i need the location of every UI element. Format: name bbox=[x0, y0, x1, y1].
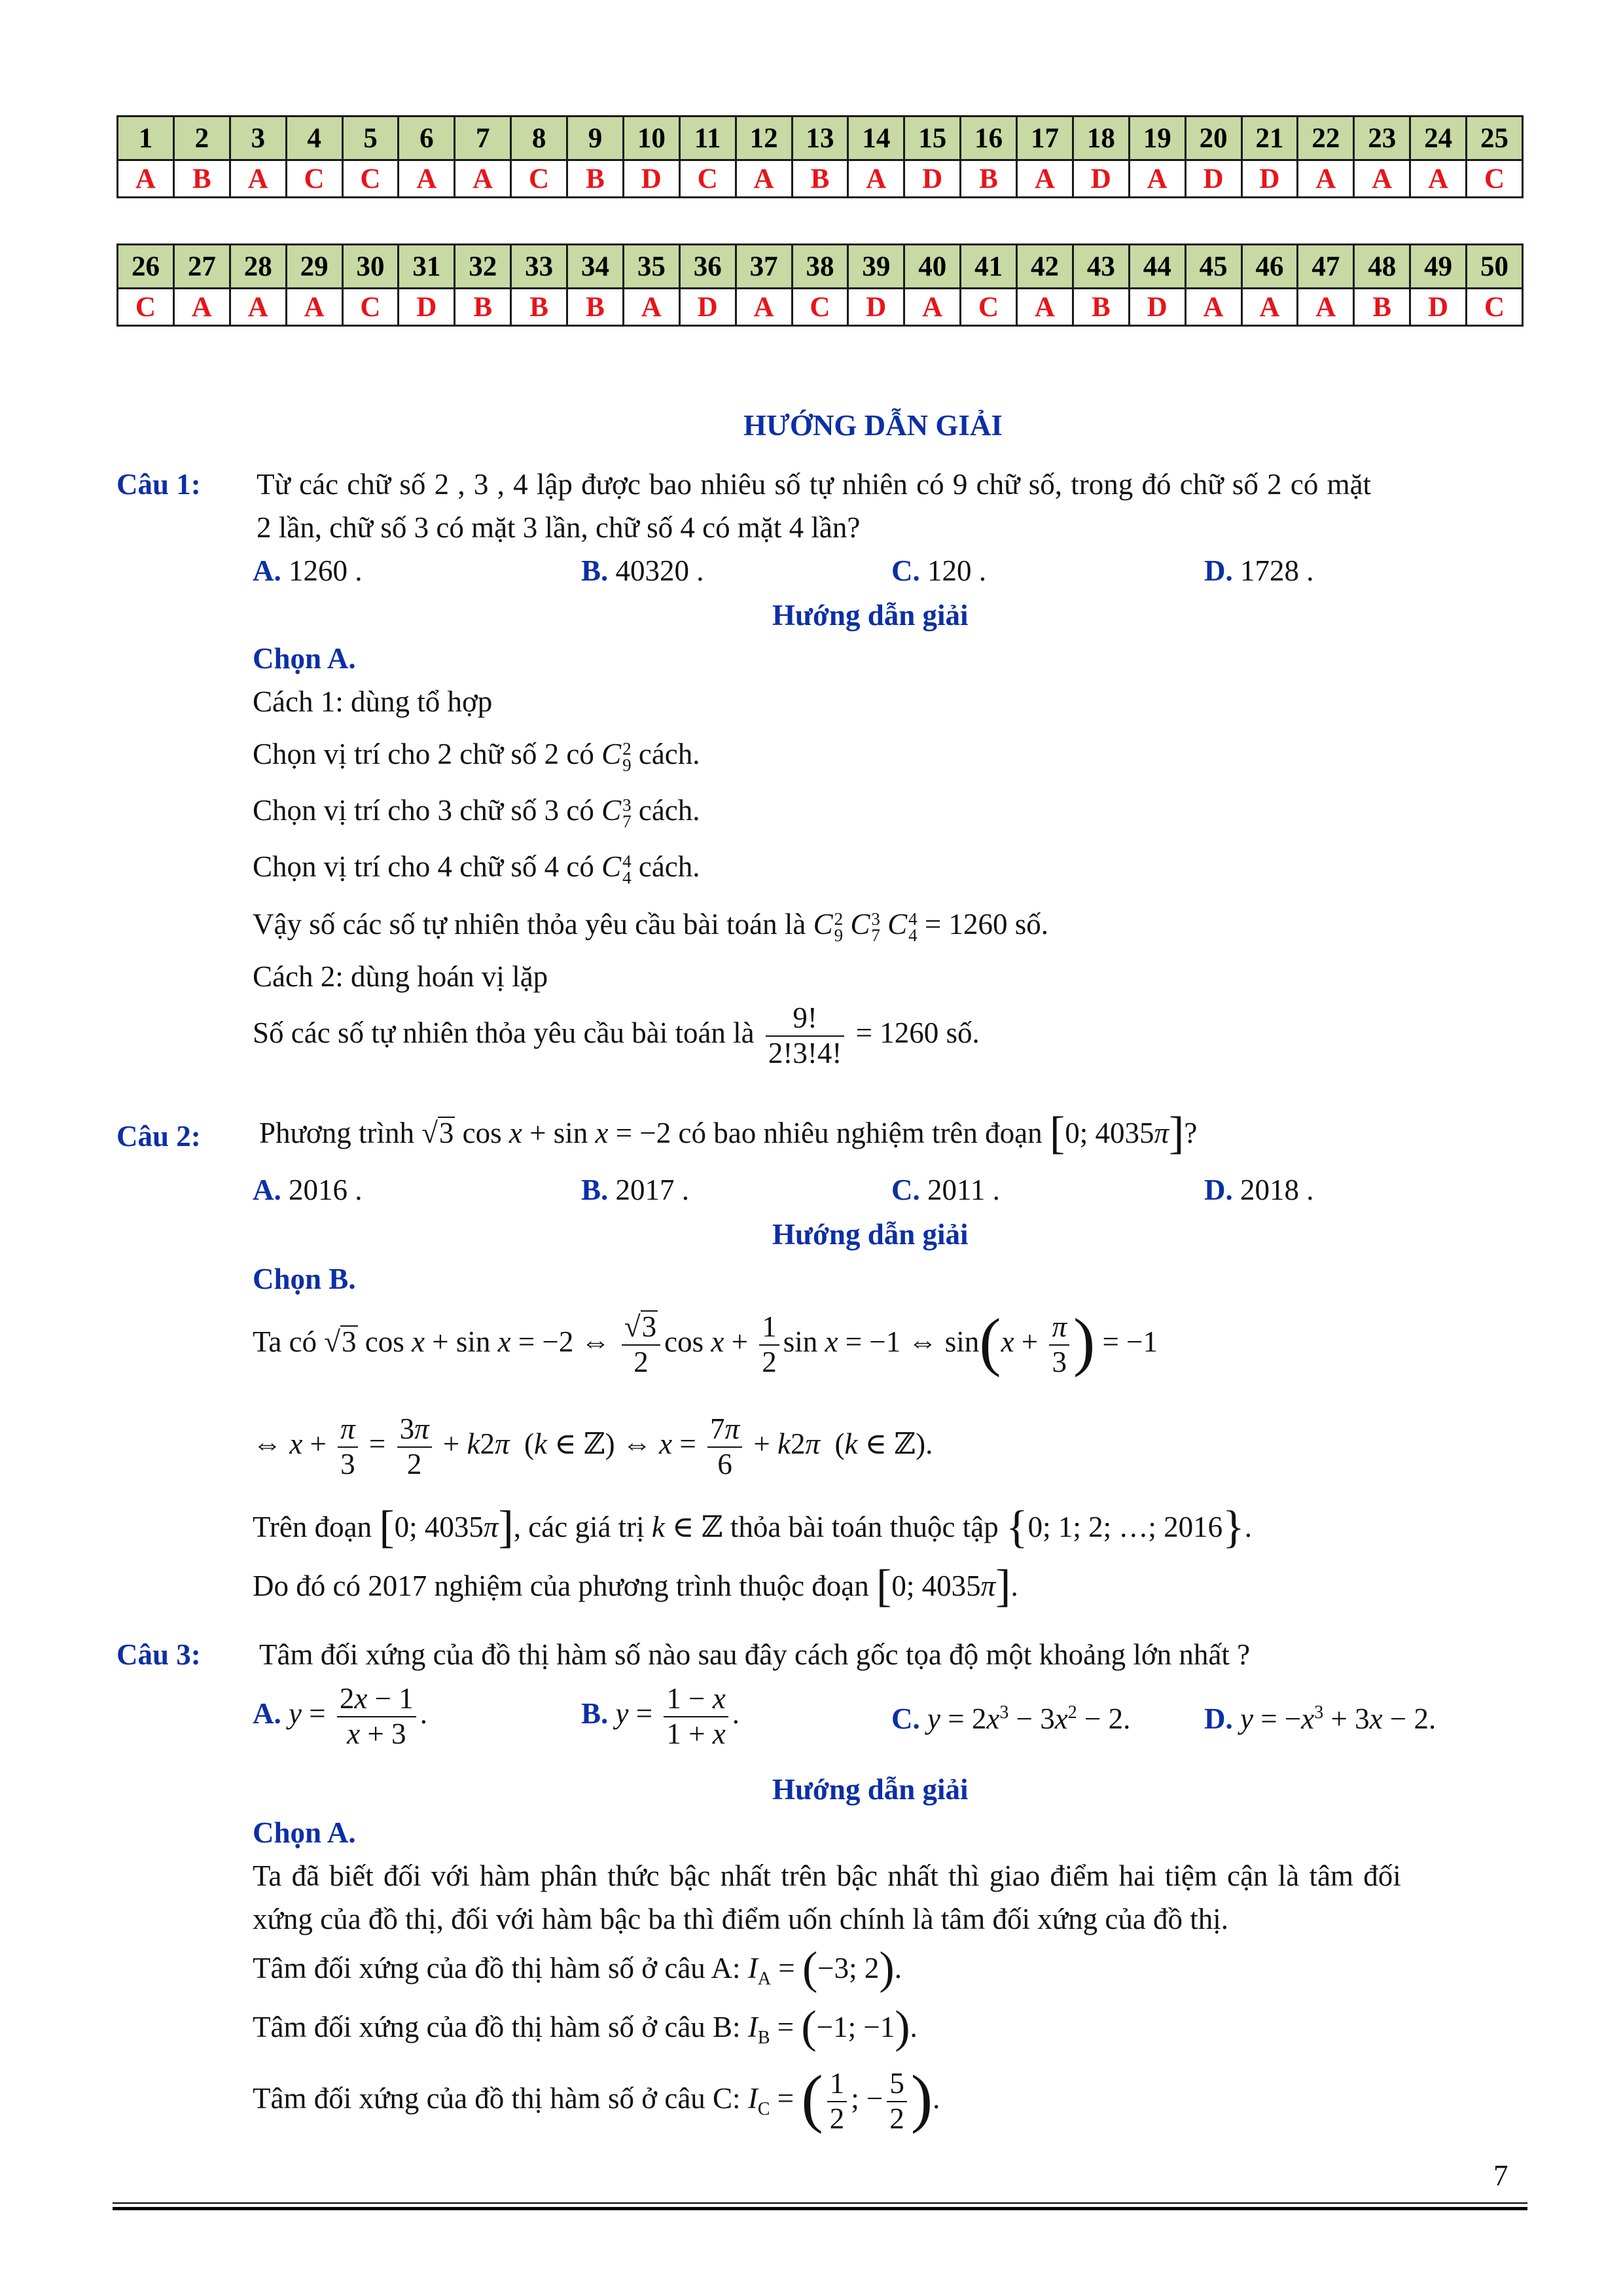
answer-key-cell: B bbox=[511, 289, 567, 326]
solution-heading-q2: Hướng dẫn giải bbox=[772, 1218, 969, 1251]
answer-key-cell: D bbox=[1129, 289, 1185, 326]
question-3-option-c: C. $y = 2x^3 - 3x^2 - 2$. bbox=[891, 1702, 1131, 1735]
question-1-option-c: C. 120 . bbox=[891, 554, 986, 587]
question-number-cell: 2 bbox=[173, 117, 230, 160]
answer-key-cell: A bbox=[1017, 289, 1073, 326]
question-1-text-line-1: Từ các chữ số 2 , 3 , 4 lập được bao nhiêu số tự nhiên có 9 chữ số, trong đó chữ số 2 có mặt bbox=[257, 468, 1372, 501]
question-3-text: Tâm đối xứng của đồ thị hàm số nào sau đây cách gốc tọa độ một khoảng lớn nhất ? bbox=[259, 1638, 1251, 1671]
question-number-row bbox=[118, 245, 1523, 289]
answer-key-cell: A bbox=[623, 289, 679, 326]
answer-key-cell: B bbox=[792, 160, 848, 198]
answer-table-1-25 bbox=[116, 115, 1524, 198]
answer-key-cell: A bbox=[286, 289, 342, 326]
answer-key-cell: A bbox=[173, 289, 230, 326]
answer-key-row bbox=[118, 289, 1523, 326]
solution-heading-q3: Hướng dẫn giải bbox=[772, 1773, 969, 1806]
question-1-step-3s: Chọn vị trí cho 3 chữ số 3 có C 3 7 cách. bbox=[253, 794, 700, 831]
question-number-cell: 46 bbox=[1241, 245, 1298, 289]
question-1-option-d: D. 1728 . bbox=[1204, 554, 1314, 587]
answer-key-cell: B bbox=[173, 160, 230, 198]
question-number-cell: 25 bbox=[1467, 117, 1523, 160]
answer-key-cell: A bbox=[399, 160, 455, 198]
answer-key-cell: C bbox=[286, 160, 342, 198]
question-number-cell: 12 bbox=[736, 117, 792, 160]
answer-key-cell: B bbox=[567, 160, 624, 198]
question-number-cell: 9 bbox=[567, 117, 624, 160]
question-2-step-3: Trên đoạn [0; 4035π], các giá trị k ∈ ℤ thỏa bài toán thuộc tập {0; 1; 2; …; 2016}. bbox=[253, 1502, 1252, 1552]
question-number-cell: 26 bbox=[118, 245, 174, 289]
question-2-option-b: B. 2017 . bbox=[581, 1174, 690, 1206]
question-1-option-b: B. 40320 . bbox=[581, 554, 704, 587]
footer-rule-thick bbox=[113, 2207, 1527, 2210]
question-1-choose: Chọn A. bbox=[253, 642, 356, 675]
answer-key-cell: A bbox=[230, 160, 286, 198]
answer-key-cell: A bbox=[1017, 160, 1073, 198]
question-number-cell: 4 bbox=[286, 117, 342, 160]
answer-key-cell: D bbox=[399, 289, 455, 326]
answer-key-cell: C bbox=[342, 289, 399, 326]
question-number-cell: 39 bbox=[848, 245, 904, 289]
question-number-cell: 29 bbox=[286, 245, 342, 289]
answer-key-cell: D bbox=[904, 160, 961, 198]
answer-key-cell: C bbox=[679, 160, 736, 198]
question-number-cell: 37 bbox=[736, 245, 792, 289]
question-3-option-b: B. y = $\frac{1 - x}{1 + x}$ . bbox=[581, 1682, 740, 1750]
answer-key-cell: A bbox=[118, 160, 174, 198]
question-number-cell: 35 bbox=[623, 245, 679, 289]
question-2-step-1: Ta có √3 cos x + sin x = −2 ⇔ $\frac{√3}{2}$ cos x + $\frac{1}{2}$ sin x = −1 ⇔ sin(x + $\frac{\pi}{3}$ ) = −1 bbox=[253, 1305, 1158, 1378]
question-number-cell: 30 bbox=[342, 245, 399, 289]
question-number-cell: 3 bbox=[230, 117, 286, 160]
question-3-explain-1: Ta đã biết đối với hàm phân thức bậc nhất trên bậc nhất thì giao điểm hai tiệm cận là tâm đối bbox=[253, 1859, 1401, 1892]
question-number-cell: 47 bbox=[1298, 245, 1354, 289]
answer-key-cell: B bbox=[961, 160, 1017, 198]
question-2-conclusion: Do đó có 2017 nghiệm của phương trình thuộc đoạn [0; 4035π]. bbox=[253, 1561, 1018, 1611]
question-number-cell: 36 bbox=[679, 245, 736, 289]
question-number-cell: 17 bbox=[1017, 117, 1073, 160]
question-number-cell: 38 bbox=[792, 245, 848, 289]
question-number-cell: 32 bbox=[455, 245, 511, 289]
question-3-choose: Chọn A. bbox=[253, 1816, 356, 1849]
question-2-step-2: ⇔ x + $\frac{\pi}{3}$ = $\frac{3\pi}{2}$ + k2π (k ∈ ℤ) ⇔ x = $\frac{7\pi}{6}$ + k2π (k ∈ ℤ). bbox=[253, 1412, 933, 1480]
answer-key-cell: A bbox=[1241, 289, 1298, 326]
question-1-total: Vậy số các số tự nhiên thỏa yêu cầu bài toán là C 2 9 C 3 7 C 4 4 = 1260 số. bbox=[253, 908, 1049, 945]
question-number-cell: 27 bbox=[173, 245, 230, 289]
answer-key-cell: B bbox=[1354, 289, 1410, 326]
question-number-cell: 7 bbox=[455, 117, 511, 160]
page-number: 7 bbox=[1493, 2159, 1508, 2192]
question-number-cell: 31 bbox=[399, 245, 455, 289]
question-number-cell: 28 bbox=[230, 245, 286, 289]
answer-key-cell: B bbox=[567, 289, 624, 326]
answer-key-cell: A bbox=[1354, 160, 1410, 198]
question-3-option-d: D. $y = -x^3 + 3x - 2$. bbox=[1204, 1702, 1436, 1735]
answer-key-cell: A bbox=[904, 289, 961, 326]
answer-key-cell: D bbox=[1410, 289, 1467, 326]
question-1-text-line-2: 2 lần, chữ số 3 có mặt 3 lần, chữ số 4 có mặt 4 lần? bbox=[257, 511, 861, 544]
answer-key-row bbox=[118, 160, 1523, 198]
question-2-text: Phương trình √3 cos x + sin x = −2 có bao nhiêu nghiệm trên đoạn [0; 4035π]? bbox=[259, 1108, 1198, 1158]
answer-key-cell: A bbox=[1410, 160, 1467, 198]
question-2-choose: Chọn B. bbox=[253, 1263, 356, 1295]
question-number-cell: 50 bbox=[1467, 245, 1523, 289]
question-number-cell: 49 bbox=[1410, 245, 1467, 289]
question-number-cell: 10 bbox=[623, 117, 679, 160]
question-number-cell: 11 bbox=[679, 117, 736, 160]
question-number-cell: 22 bbox=[1298, 117, 1354, 160]
question-number-cell: 40 bbox=[904, 245, 961, 289]
question-number-cell: 15 bbox=[904, 117, 961, 160]
question-number-cell: 23 bbox=[1354, 117, 1410, 160]
question-number-cell: 19 bbox=[1129, 117, 1185, 160]
answer-key-cell: C bbox=[961, 289, 1017, 326]
question-3-label: Câu 3: bbox=[116, 1638, 201, 1671]
question-number-cell: 45 bbox=[1185, 245, 1241, 289]
question-number-cell: 8 bbox=[511, 117, 567, 160]
answer-key-cell: A bbox=[1185, 289, 1241, 326]
question-number-row bbox=[118, 117, 1523, 160]
question-number-cell: 41 bbox=[961, 245, 1017, 289]
answer-key-cell: D bbox=[1185, 160, 1241, 198]
answer-key-cell: D bbox=[679, 289, 736, 326]
footer-rule-thin bbox=[113, 2202, 1527, 2204]
answer-key-cell: D bbox=[623, 160, 679, 198]
answer-key-cell: C bbox=[1467, 289, 1523, 326]
answer-key-cell: A bbox=[1298, 160, 1354, 198]
answer-key-cell: A bbox=[1298, 289, 1354, 326]
answer-key-cell: B bbox=[455, 289, 511, 326]
answer-key-cell: D bbox=[1241, 160, 1298, 198]
question-number-cell: 5 bbox=[342, 117, 399, 160]
answer-key-cell: C bbox=[511, 160, 567, 198]
question-1-option-a: A. 1260 . bbox=[253, 554, 363, 587]
question-3-center-b: Tâm đối xứng của đồ thị hàm số ở câu B: $I_B = (-1$; −1). bbox=[253, 2002, 918, 2053]
question-number-cell: 14 bbox=[848, 117, 904, 160]
question-number-cell: 18 bbox=[1073, 117, 1129, 160]
question-1-method-2: Cách 2: dùng hoán vị lặp bbox=[253, 960, 548, 993]
question-1-label: Câu 1: bbox=[116, 468, 201, 501]
question-2-option-c: C. 2011 . bbox=[891, 1174, 1000, 1206]
answer-table-26-50 bbox=[116, 243, 1524, 327]
answer-key-cell: A bbox=[1129, 160, 1185, 198]
answer-key-cell: C bbox=[342, 160, 399, 198]
question-3-center-c: Tâm đối xứng của đồ thị hàm số ở câu C: $I_C$ = ( $\frac{1}{2}$ ; − $\frac{5}{2}$ ). bbox=[253, 2062, 940, 2135]
question-number-cell: 43 bbox=[1073, 245, 1129, 289]
question-number-cell: 34 bbox=[567, 245, 624, 289]
answer-key-cell: C bbox=[792, 289, 848, 326]
question-1-step-2s: Chọn vị trí cho 2 chữ số 2 có C 2 9 cách. bbox=[253, 738, 700, 775]
question-number-cell: 1 bbox=[118, 117, 174, 160]
question-number-cell: 44 bbox=[1129, 245, 1185, 289]
question-number-cell: 24 bbox=[1410, 117, 1467, 160]
answer-key-cell: D bbox=[848, 289, 904, 326]
question-number-cell: 21 bbox=[1241, 117, 1298, 160]
answer-key-cell: A bbox=[736, 160, 792, 198]
question-3-explain-2: xứng của đồ thị, đối với hàm bậc ba thì điểm uốn chính là tâm đối xứng của đồ thị. bbox=[253, 1903, 1229, 1935]
answer-key-cell: B bbox=[1073, 289, 1129, 326]
question-number-cell: 33 bbox=[511, 245, 567, 289]
question-number-cell: 16 bbox=[961, 117, 1017, 160]
answer-key-cell: A bbox=[848, 160, 904, 198]
question-1-method-1: Cách 1: dùng tổ hợp bbox=[253, 685, 493, 718]
solution-heading-q1: Hướng dẫn giải bbox=[772, 599, 969, 632]
question-number-cell: 48 bbox=[1354, 245, 1410, 289]
question-number-cell: 13 bbox=[792, 117, 848, 160]
section-title: HƯỚNG DẪN GIẢI bbox=[743, 409, 1003, 442]
question-number-cell: 20 bbox=[1185, 117, 1241, 160]
answer-key-cell: D bbox=[1073, 160, 1129, 198]
question-1-step-4s: Chọn vị trí cho 4 chữ số 4 có C 4 4 cách. bbox=[253, 850, 700, 888]
question-2-option-a: A. 2016 . bbox=[253, 1174, 363, 1206]
question-number-cell: 42 bbox=[1017, 245, 1073, 289]
answer-key-cell: C bbox=[118, 289, 174, 326]
question-2-label: Câu 2: bbox=[116, 1120, 201, 1153]
answer-key-cell: A bbox=[736, 289, 792, 326]
answer-key-cell: A bbox=[230, 289, 286, 326]
question-3-option-a: A. y = $\frac{2x - 1}{x + 3}$ . bbox=[253, 1682, 427, 1750]
question-1-permutation: Số các số tự nhiên thỏa yêu cầu bài toán là $\frac{9!}{2!3!4!}$ = 1260 số. bbox=[253, 1001, 980, 1069]
question-number-cell: 6 bbox=[399, 117, 455, 160]
answer-key-cell: A bbox=[455, 160, 511, 198]
question-2-option-d: D. 2018 . bbox=[1204, 1174, 1314, 1206]
answer-key-cell: C bbox=[1467, 160, 1523, 198]
question-3-center-a: Tâm đối xứng của đồ thị hàm số ở câu A: $I_A = (-3$; 2). bbox=[253, 1943, 902, 1994]
